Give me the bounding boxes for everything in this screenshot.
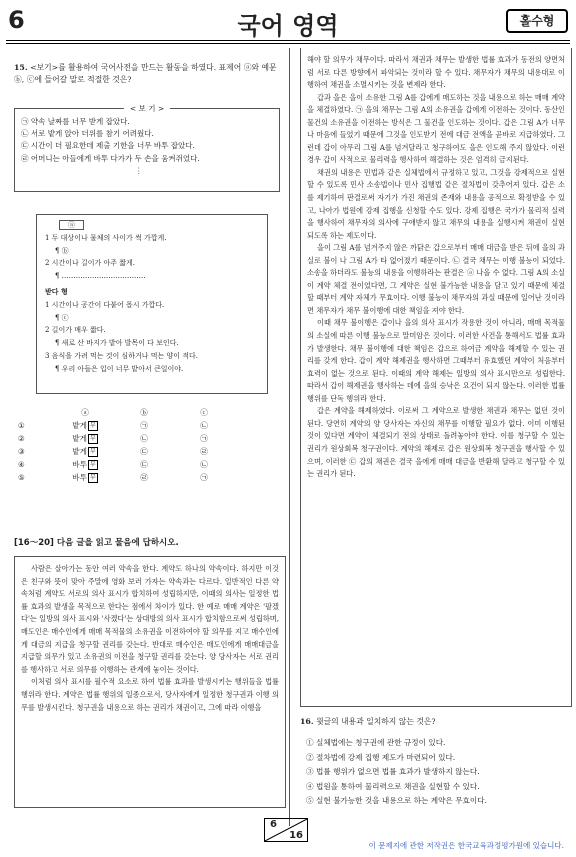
dict-line: ¶ 우리 아들은 입이 너무 밭아서 큰일이야. [55, 364, 184, 373]
choice-row[interactable] [18, 432, 268, 445]
q15-choices [18, 406, 268, 484]
choice-b: ㉡ [140, 434, 148, 443]
page-number: 6 [8, 6, 25, 34]
set-heading: [16～20] 다음 글을 읽고 물음에 답하시오. [14, 538, 179, 548]
dict-line: 2 시간이나 길이가 아주 짧게. [45, 259, 135, 268]
passage-paragraph: 해야 할 의무가 채무이다. 따라서 채권과 채무는 발생한 법률 효과가 동전의 양면처럼 서로 다른 방향에서 파악되는 것이라 할 수 있다. 채무자가 채무의 내용대로 이행하여 채권을 소멸시키는 것을 변제라 한다. [307, 55, 565, 90]
q15-bogi-box: < 보 기 > ㉠ 약속 날짜를 너무 받게 잡았다. ㉡ 서로 밭게 앉아 더위를 참기 어려웠다. ㉢ 시간이 더 필요한데 제출 기한을 너무 바투 잡았다. ㉣ 어머니는 아들에게 바투 다가가 두 손을 움켜쥐었다. ⋮ [14, 108, 280, 192]
passage-right [300, 48, 572, 707]
dict-headword-a: ⓐ [59, 220, 84, 230]
choice-row[interactable] [18, 419, 268, 432]
passage-paragraph: 채권의 내용은 민법과 같은 실체법에서 규정하고 있고, 그것을 강제적으로 실현할 수 있도록 민사 소송법이나 민사 집행법 같은 절차법이 갖추어져 있다. 갑은 소를 제기하여 판결로써 자기가 가진 채권의 존재와 내용을 공적으로 확정받을 수 있고, 나아가 법원에 강제 집행을 신청할 수도 있다. 강제 집행은 국가가 물리적 실력을 행사하여 채무자의 의사에 구애받지 않고 채무의 내용을 실행시켜 채권이 실현되도록 하는 제도이다. [307, 167, 565, 240]
choice-num: ④ [18, 460, 25, 469]
section-title: 국어 영역 [237, 12, 339, 40]
choice-row[interactable] [18, 471, 268, 484]
q16-choices [306, 736, 562, 809]
choice-b: ㉠ [140, 421, 148, 430]
bogi-item: ㉠ 약속 날짜를 너무 받게 잡았다. [21, 117, 130, 126]
passage-paragraph: 갑과 을은 을이 소유한 그림 A를 갑에게 매도하는 것을 내용으로 하는 매매 계약을 체결하였다. ㉠ 을의 채무는 그림 A의 소유권을 갑에게 이전하는 것이다. 동산인 물건의 소유권을 이전하는 방식은 그 물건을 인도하는 것이다. 갑은 그림 A가 너무나 마음에 들었기 때문에 그것을 인도받기 전에 대금 전액을 곧바로 지급하였다. 그런데 갑이 아무리 그림 A를 넘겨달라고 청구하여도 을은 인도해 주지 않았다. 이런 경우 갑이 사적으로 물리력을 행사하여 해결하는 것은 엄격히 금지된다. [307, 92, 565, 165]
header-rule [6, 40, 570, 41]
choice-a: 바투 [72, 460, 87, 469]
dict-line: 2 길이가 매우 짧다. [45, 326, 106, 335]
choice-item[interactable]: ② 절차법에 강제 집행 제도가 마련되어 있다. [306, 752, 456, 762]
dictionary-entry-box [36, 214, 268, 394]
choice-a: 밭게 [72, 421, 87, 430]
choice-num: ⑤ [18, 473, 25, 482]
q15-stem-text: <보기>를 활용하여 국어사전을 만드는 활동을 하였다. 표제어 ⓐ와 예문 ⓑ, ⓒ에 들어갈 말로 적절한 것은? [14, 63, 277, 84]
choice-num: ① [18, 421, 25, 430]
passage-paragraph: 을이 그림 A를 넘겨주지 않은 까닭은 갑으로부터 매매 대금을 받은 뒤에 을의 과실로 불이 나 그림 A가 타 없어졌기 때문이다. ㉡ 결국 채무는 이행 불능이 되었다. 소송을 하더라도 불능의 내용을 이행하라는 판결은 ⓐ 나올 수 없다. 그림 A의 소실이 계약 체결 전이었다면, 그 계약은 실현 불가능한 내용을 담고 있기 때문에 체결할 때부터 계약 자체가 무효이다. 이행 불능이 채무자의 과실 때문에 일어난 것이라면 채무자가 채무 불이행에 대한 책임을 져야 한다. [307, 243, 565, 315]
passage-paragraph: 갑은 계약을 해제하였다. 이로써 그 계약으로 발생한 채권과 채무는 없던 것이 된다. 당연히 계약의 양 당사자는 자신의 채무를 이행할 필요가 없다. 이미 이행된 것이 있다면 계약이 체결되기 전의 상태로 돌려놓아야 한다. 이를 청구할 수 있는 권리가 원상회복 청구권이다. 계약의 해제로 갑은 원상회복 청구권을 행사할 수 있으며, 이러한 ㉢ 갑의 채권은 결국 을에게 매매 대금을 반환해 달라고 청구할 수 있는 권리가 된다. [307, 406, 565, 479]
choice-num: ③ [18, 447, 25, 456]
choice-c: ㉡ [200, 460, 208, 469]
bogi-item: ㉡ 서로 밭게 앉아 더위를 참기 어려웠다. [21, 129, 154, 139]
col-header-a: ⓐ [81, 408, 89, 417]
passage-left [14, 556, 286, 808]
choice-c: ㉡ [200, 421, 208, 430]
passage-paragraph: 이처럼 의사 표시를 필수적 요소로 하여 법률 효과를 발생시키는 행위들을 법률 행위라 한다. 계약은 법률 행위의 일종으로서, 당사자에게 일정한 청구권과 이행 의무를 발생시킨다. 청구권을 내용으로 하는 권리가 채권이고, 그에 따라 이행을 [21, 677, 279, 712]
bogi-item: ㉣ 어머니는 아들에게 바투 다가가 두 손을 움켜쥐었다. [21, 153, 200, 163]
column-divider [289, 48, 290, 826]
col-header-c: ⓒ [200, 408, 208, 417]
choice-b: ㉣ [140, 473, 148, 482]
q16-stem [300, 716, 562, 728]
exam-type-badge: 홀수형 [506, 9, 568, 33]
choice-a: 바투 [72, 473, 87, 482]
choice-item[interactable]: ④ 법원을 통하여 물리력으로 채권을 실현할 수 있다. [306, 781, 480, 791]
dict-line: ¶ ……………………………… [55, 272, 146, 281]
choice-item[interactable]: ⑤ 실현 불가능한 것을 내용으로 하는 계약은 무효이다. [306, 796, 487, 805]
choice-num: ② [18, 434, 25, 443]
pos-tag: 부 [89, 474, 96, 481]
dict-example-c: ¶ ⓒ [55, 313, 69, 322]
choice-item[interactable]: ① 실체법에는 청구권에 관한 규정이 있다. [306, 738, 446, 747]
passage-paragraph: 사람은 살아가는 동안 여러 약속을 한다. 계약도 하나의 약속이다. 하지만 이것은 친구와 뜻이 맞아 주말에 영화 보러 가자는 약속과는 다르다. 일반적인 다른 약속처럼 계약도 서로의 의사 표시가 합치하여 성립하지만, 이때의 의사는 일정한 법률 효과의 발생을 목적으로 한다는 점에서 차이가 있다. 한 예로 매매 계약은 '팔겠다'는 일방의 의사 표시와 '사겠다'는 상대방의 의사 표시가 합치함으로써 성립하며, 매도인은 매수인에게 매매 목적물의 소유권을 이전하여야 할 의무를 지고 매수인에게 대금의 지급을 청구할 권리를 갖는다. 반대로 매수인은 매도인에게 매매대금을 지급할 의무가 있고 소유권의 이전을 청구할 권리를 갖는다. 양 당사자는 서로 권리를 행사하고 서로 의무를 이행하는 관계에 놓이는 것이다. [21, 564, 279, 674]
dict-line: 1 시간이나 공간이 다붙어 몹시 가깝다. [45, 300, 165, 309]
pos-tag: 부 [89, 422, 96, 429]
q15-number: 15. [14, 63, 28, 72]
page-indicator [264, 818, 308, 842]
q15-stem [14, 62, 280, 86]
col-header-b: ⓑ [140, 408, 148, 417]
bogi-label: < 보 기 > [124, 103, 170, 114]
dict-line: 1 두 대상이나 물체의 사이가 썩 가깝게. [45, 233, 167, 242]
copyright-notice: 이 문제지에 관한 저작권은 한국교육과정평가원에 있습니다. [368, 841, 564, 850]
choice-c: ㉣ [200, 447, 208, 456]
passage-paragraph: 이때 채무 불이행은 갑이나 을의 의사 표시가 작용한 것이 아니라, 매매 목적물의 소실에 따른 이행 불능으로 말미암은 것이다. 이러한 사건을 통해서도 법률 효과가 발생한다. 채무 불이행에 대한 책임은 갑으로 하여금 계약을 해제할 수 있는 권리를 갖게 한다. 갑이 계약 해제권을 행사하면 그때부터 유효했던 계약이 처음부터 효력이 없는 것으로 된다. 이때의 계약 해제는 일방의 의사 표시만으로 성립한다. 따라서 갑이 해제권을 행사하는 데에 을의 승낙은 요건이 되지 않는다. 이러한 법률 행위를 단독 행위라 한다. [307, 318, 565, 403]
q16-stem-text: 윗글의 내용과 일치하지 않는 것은? [316, 717, 436, 726]
dict-line: ¶ 새로 산 바지가 밭아 발목이 다 보인다. [55, 339, 179, 348]
header-rule-thin [6, 43, 570, 44]
bogi-items [15, 109, 279, 165]
pos-tag: 부 [89, 448, 96, 455]
dict-headword: 받다 형 [45, 286, 68, 296]
page-current: 6 [270, 819, 277, 830]
pos-tag: 부 [89, 461, 96, 468]
dict-line: 3 음식을 가려 먹는 것이 심하거나 먹는 양이 적다. [45, 351, 198, 360]
choice-a: 밭게 [72, 434, 87, 443]
choice-row[interactable] [18, 445, 268, 458]
choice-b: ㉢ [140, 447, 148, 456]
page-total: 16 [289, 830, 303, 841]
choice-a: 밭게 [72, 447, 87, 456]
choice-c: ㉠ [200, 473, 208, 482]
choice-item[interactable]: ③ 법률 행위가 없으면 법률 효과가 발생하지 않는다. [306, 767, 480, 776]
pos-tag: 부 [89, 435, 96, 442]
q16-number: 16. [300, 717, 314, 726]
dict-example-b: ¶ ⓑ [55, 246, 69, 255]
choice-c: ㉠ [200, 434, 208, 443]
choice-row[interactable] [18, 458, 268, 471]
bogi-item: ㉢ 시간이 더 필요한데 제출 기한을 너무 바투 잡았다. [21, 141, 195, 151]
choice-b: ㉢ [140, 460, 148, 469]
